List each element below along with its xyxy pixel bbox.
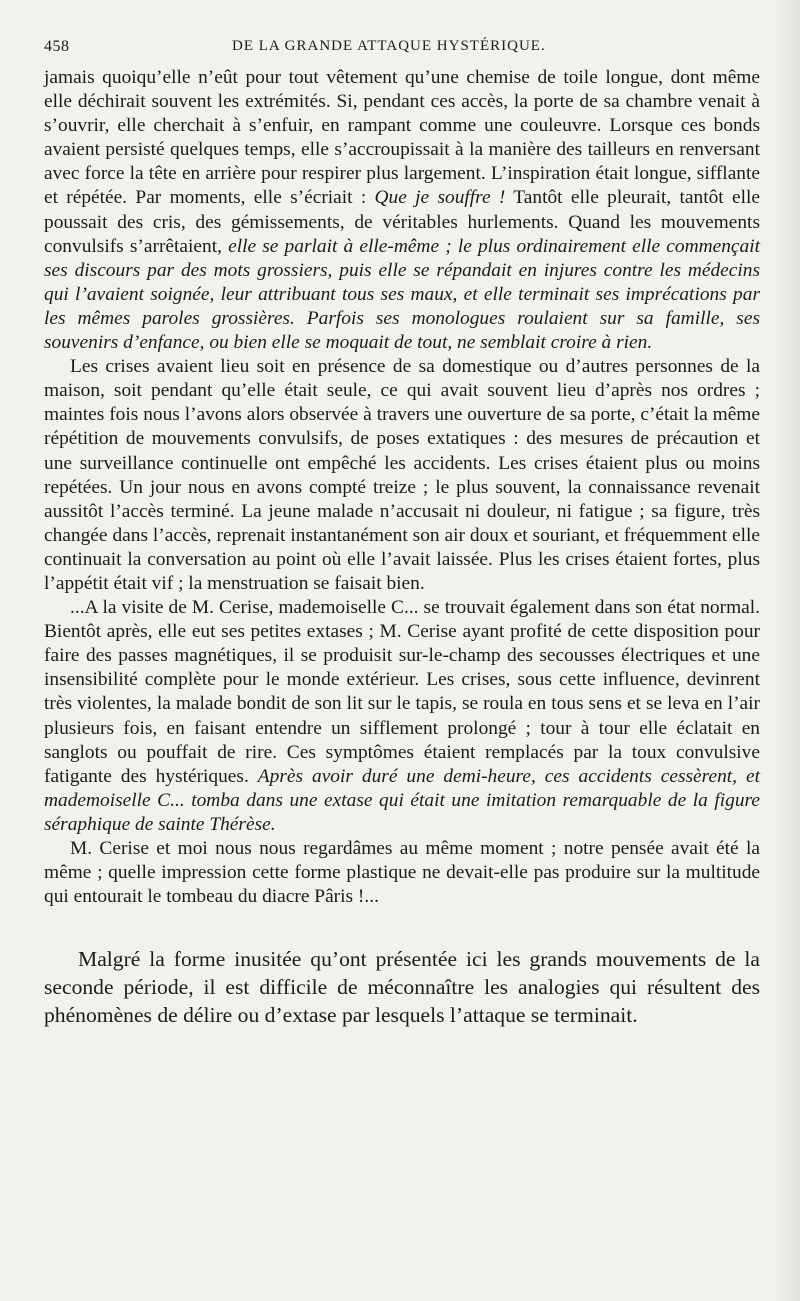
italic-passage: Après avoir duré une demi-heure, ces accidents cessèrent, et mademoiselle C... tomba dans une extase qui était une imitation remarquable de la figure séraphique de sainte Thérèse.: [44, 765, 760, 835]
paragraph-impression: [44, 837, 760, 909]
paragraph-crises: [44, 355, 760, 596]
italic-passage: elle se parlait à elle-même ; le plus ordinairement elle commençait ses discours par des mots grossiers, puis elle se répandait en injures contre les médecins qui l’avaient soignée, leur attribuant tous ses maux, et elle terminait ses imprécations par les mêmes paroles grossières. Parfois ses monologues roulaient sur sa famille, ses souvenirs d’enfance, ou bien elle se moquait de tout, ne semblait croire à rien.: [44, 235, 760, 354]
running-head: [44, 32, 760, 58]
italic-quote: Que je souffre !: [374, 187, 506, 209]
paragraph-cerise-visit: [44, 596, 760, 837]
paragraph-text: M. Cerise et moi nous nous regardâmes au même moment ; notre pensée avait été la même ; quelle impression cette forme plastique ne devait-elle pas produire sur la multitude qui entourait le tombeau du diacre Pâris !...: [44, 838, 760, 908]
quoted-case-text: [44, 66, 760, 909]
page-number: 458: [44, 38, 70, 55]
paragraph-text: ...A la visite de M. Cerise, mademoiselle C... se trouvait également dans son état normal. Bientôt après, elle eut ses petites extases ; M. Cerise ayant profité de cette disposition pour faire des passes magnétiques, il se produisit sur-le-champ des secousses électriques et une insensibilité complète pour le monde extérieur. Les crises, sous cette influence, devinrent très violentes, la malade bondit de son lit sur le tapis, se roula en tous sens et se leva en l’air plusieurs fois, en faisant entendre un sifflement prolongé ; tour à tour elle éclatait en sanglots ou pouffait de rire. Ces symptômes étaient remplacés par la toux convulsive fatigante des hystériques.: [44, 597, 760, 787]
paragraph-text: Tantôt elle pleurait, tantôt elle poussait des cris, des gémissements, de véritables hurlements. Quand les mouvements convulsifs s’arrêtaient,: [44, 187, 760, 257]
closing-paragraph: Malgré la forme inusitée qu’ont présentée ici les grands mouvements de la seconde période, il est difficile de méconnaître les analogies qui résultent des phénomènes de délire ou d’extase par lesquels l’attaque se terminait.: [44, 947, 760, 1028]
paragraph-text: Les crises avaient lieu soit en présence de sa domestique ou d’autres personnes de la maison, soit pendant qu’elle était seule, ce qui avait souvent lieu d’après nos ordres ; maintes fois nous l’avons alors observée à travers une ouverture de sa porte, c’était la même répétition de mouvements convulsifs, de poses extatiques : des mesures de précaution et une surveillance continuelle ont empêché les accidents. Les crises étaient plus ou moins repétées. Un jour nous en avons compté treize ; le plus souvent, la connaissance revenait aussitôt l’accès terminé. La jeune malade n’accusait ni douleur, ni fatigue ; sa figure, très changée dans l’accès, reprenait instantanément son air doux et souriant, et fréquemment elle continuait la conversation au point où elle l’avait laissée. Plus les crises étaient fortes, plus l’appétit était vif ; la menstruation se faisait bien.: [44, 356, 760, 594]
paragraph-continuation: [44, 66, 760, 355]
page-edge-shadow: [774, 0, 800, 1301]
running-title: DE LA GRANDE ATTAQUE HYSTÉRIQUE.: [232, 38, 546, 54]
paragraph-text: jamais quoiqu’elle n’eût pour tout vêtement qu’une chemise de toile longue, dont même elle déchirait souvent les extrémités. Si, pendant ces accès, la porte de sa chambre venait à s’ouvrir, elle cherchait à s’enfuir, en rampant comme une couleuvre. Lorsque ces bonds avaient persisté quelques temps, elle s’accroupissait à la manière des tailleurs en renversant avec force la tête en arrière pour respirer plus largement. L’inspiration était longue, sifflante et répétée. Par moments, elle s’écriait :: [44, 67, 760, 209]
main-text: [44, 945, 760, 1029]
